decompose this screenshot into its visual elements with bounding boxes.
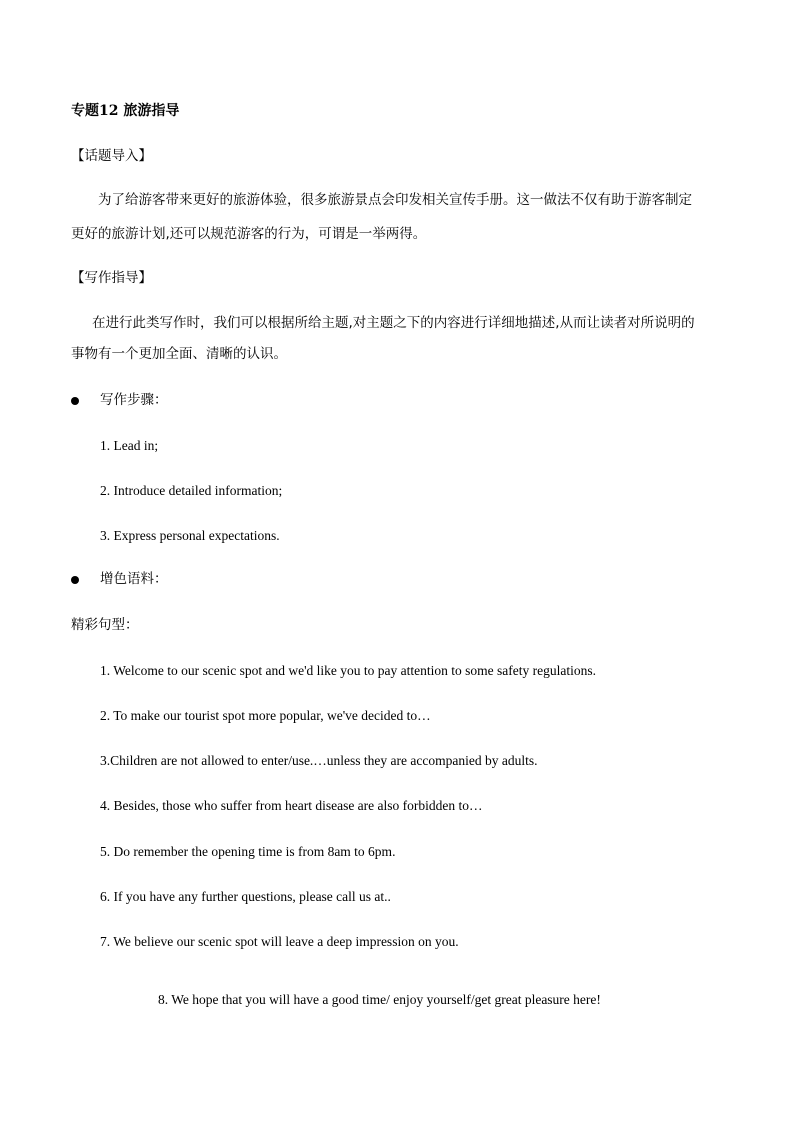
sentence-patterns-subheading: 精彩句型：: [71, 617, 139, 633]
sentence-item: 3.Children are not allowed to enter/use.…unless they are accompanied by adults.: [100, 753, 538, 768]
bullet-icon: [71, 397, 79, 405]
sentence-item: 7. We believe our scenic spot will leave a deep impression on you.: [100, 934, 459, 949]
intro-paragraph-line-1: 为了给游客带来更好的旅游体验，很多旅游景点会印发相关宣传手册。这一做法不仅有助于游客制定: [98, 192, 692, 208]
guide-paragraph-line-2: 事物有一个更加全面、清晰的认识。: [71, 346, 287, 362]
sentence-item: 4. Besides, those who suffer from heart disease are also forbidden to…: [100, 798, 483, 813]
steps-label: 写作步骤：: [100, 392, 168, 408]
sentence-item: 1. Welcome to our scenic spot and we'd like you to pay attention to some safety regulations.: [100, 663, 596, 678]
intro-heading: 【话题导入】: [71, 148, 152, 164]
sentence-item: 2. To make our tourist spot more popular, we've decided to…: [100, 708, 431, 723]
guide-paragraph-line-1: 在进行此类写作时，我们可以根据所给主题,对主题之下的内容进行详细地描述,从而让读者对所说明的: [92, 315, 695, 331]
sentence-item: 6. If you have any further questions, please call us at..: [100, 889, 391, 904]
materials-label: 增色语料：: [100, 571, 168, 587]
intro-paragraph-line-2: 更好的旅游计划,还可以规范游客的行为，可谓是一举两得。: [71, 226, 427, 242]
step-item: 3. Express personal expectations.: [100, 528, 280, 543]
guide-heading: 【写作指导】: [71, 270, 152, 286]
sentence-item: 8. We hope that you will have a good time/ enjoy yourself/get great pleasure here!: [158, 992, 601, 1007]
step-item: 2. Introduce detailed information;: [100, 483, 283, 498]
step-item: 1. Lead in;: [100, 438, 159, 453]
bullet-icon: [71, 576, 79, 584]
sentence-item: 5. Do remember the opening time is from 8am to 6pm.: [100, 844, 396, 859]
document-title: 专题12 旅游指导: [71, 103, 180, 119]
